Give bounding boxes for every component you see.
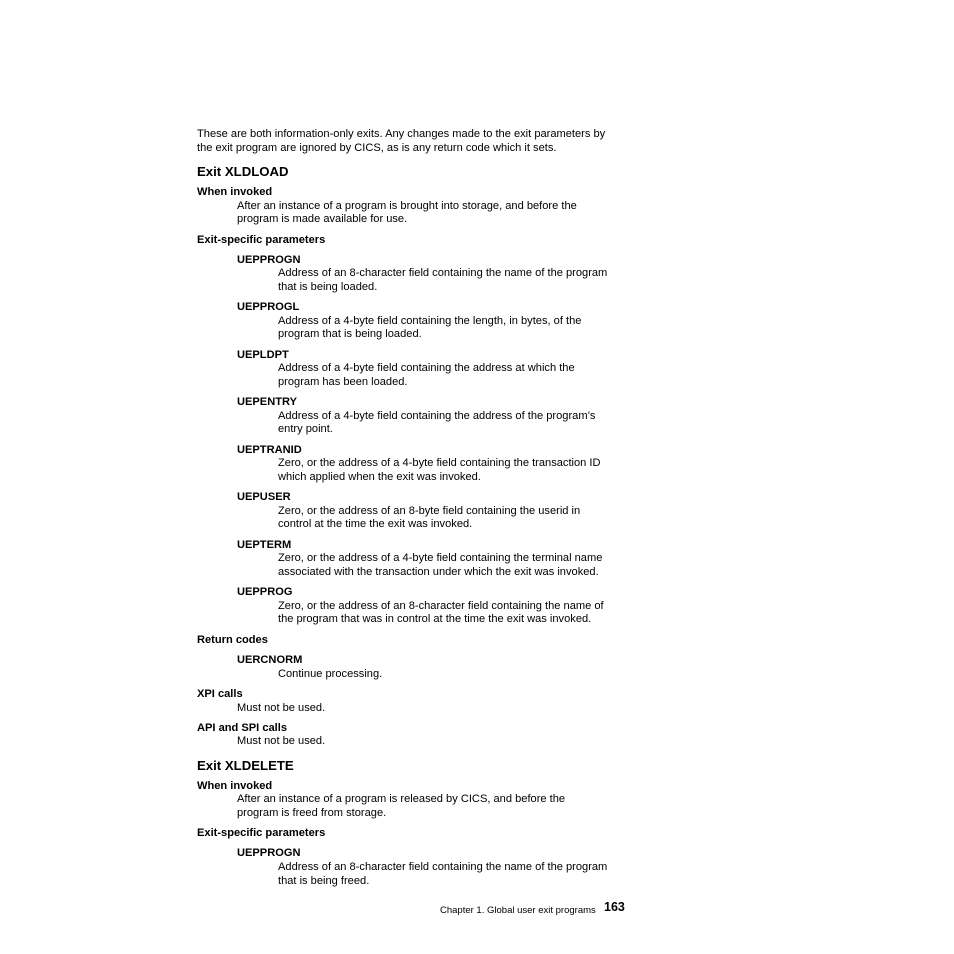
param-name: UEPPROGN	[237, 254, 301, 266]
when-invoked-text: After an instance of a program is brought into storage, and before the	[237, 200, 577, 212]
page-number: 163	[604, 900, 625, 914]
return-code-desc: Continue processing.	[278, 668, 383, 680]
params-label: Exit-specific parameters	[197, 234, 326, 246]
intro-line-2: the exit program are ignored by CICS, as is any return code which it sets.	[197, 142, 557, 154]
param-desc: control at the time the exit was invoked.	[278, 518, 473, 530]
intro-line-1: These are both information-only exits. Any changes made to the exit parameters by	[197, 128, 606, 140]
return-code-name: UERCNORM	[237, 654, 303, 666]
return-codes-label: Return codes	[197, 634, 268, 646]
when-invoked-text: program is made available for use.	[237, 213, 408, 225]
param-name: UEPPROGN	[237, 847, 301, 859]
when-invoked-text: program is freed from storage.	[237, 807, 387, 819]
xpi-calls-text: Must not be used.	[237, 702, 326, 714]
param-name: UEPTERM	[237, 539, 292, 551]
xpi-calls-label: XPI calls	[197, 688, 243, 700]
param-name: UEPUSER	[237, 491, 291, 503]
param-desc: that is being loaded.	[278, 281, 378, 293]
footer-chapter: Chapter 1. Global user exit programs	[440, 905, 596, 916]
param-name: UEPENTRY	[237, 396, 297, 408]
when-invoked-label: When invoked	[197, 186, 273, 198]
param-desc: Zero, or the address of a 4-byte field containing the terminal name	[278, 552, 603, 564]
params-label: Exit-specific parameters	[197, 827, 326, 839]
when-invoked-label: When invoked	[197, 780, 273, 792]
param-desc: Zero, or the address of a 4-byte field containing the transaction ID	[278, 457, 601, 469]
param-desc: which applied when the exit was invoked.	[278, 471, 481, 483]
when-invoked-text: After an instance of a program is released by CICS, and before the	[237, 793, 566, 805]
param-desc: associated with the transaction under which the exit was invoked.	[278, 566, 599, 578]
param-desc: Address of a 4-byte field containing the length, in bytes, of the	[278, 315, 582, 327]
param-desc: Zero, or the address of an 8-byte field containing the userid in	[278, 505, 581, 517]
param-desc: Zero, or the address of an 8-character field containing the name of	[278, 600, 604, 612]
param-name: UEPTRANID	[237, 444, 302, 456]
param-desc: entry point.	[278, 423, 333, 435]
param-desc: that is being freed.	[278, 875, 370, 887]
param-desc: program has been loaded.	[278, 376, 408, 388]
api-spi-calls-label: API and SPI calls	[197, 722, 288, 734]
param-name: UEPLDPT	[237, 349, 289, 361]
param-desc: program that is being loaded.	[278, 328, 422, 340]
param-desc: Address of an 8-character field containing the name of the program	[278, 861, 608, 873]
param-desc: Address of an 8-character field containing the name of the program	[278, 267, 608, 279]
param-desc: Address of a 4-byte field containing the address at which the	[278, 362, 575, 374]
api-spi-calls-text: Must not be used.	[237, 735, 326, 747]
param-desc: Address of a 4-byte field containing the address of the program’s	[278, 410, 596, 422]
section-heading-xldelete: Exit XLDELETE	[197, 758, 294, 773]
param-name: UEPPROGL	[237, 301, 300, 313]
param-name: UEPPROG	[237, 586, 293, 598]
section-heading-xldload: Exit XLDLOAD	[197, 164, 289, 179]
param-desc: the program that was in control at the time the exit was invoked.	[278, 613, 592, 625]
